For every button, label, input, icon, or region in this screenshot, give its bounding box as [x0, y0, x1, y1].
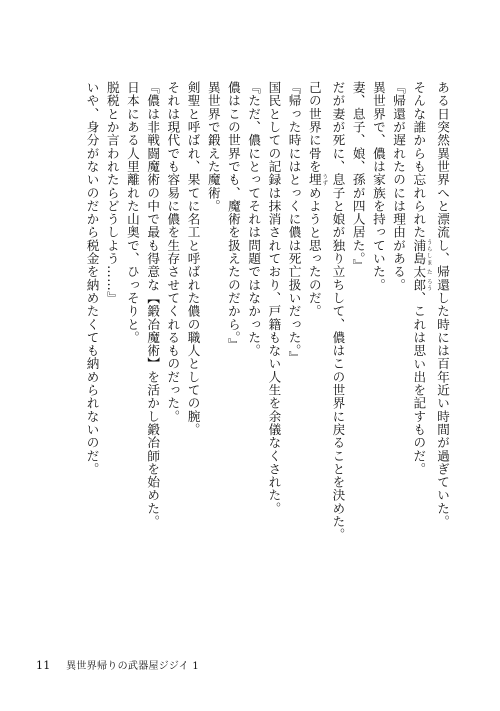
text-segment: 己の世界に骨を: [306, 81, 322, 174]
text-line: [81, 81, 101, 641]
text-line: [432, 81, 452, 641]
text-line: [347, 81, 367, 641]
text-segment: いや、身分がないのだから税金を納めたくても納められないのだ。: [84, 81, 100, 476]
ruby-base: 埋: [306, 173, 322, 187]
ruby-reading: うらしま た ろう: [425, 238, 432, 292]
furigana-ruby: [306, 173, 328, 187]
text-segment: 剣聖と呼ばれ、果てに名工と呼ばれた儂の職人としての腕。: [185, 81, 201, 437]
ruby-reading: うず: [321, 173, 328, 187]
text-line: [142, 81, 162, 641]
text-line: [162, 81, 182, 641]
text-line: [263, 81, 283, 641]
text-line: [243, 81, 263, 641]
text-segment: それは現代でも容易に儂を生存させてくれるものだった。: [165, 81, 181, 423]
text-segment: 、これは思い出を記すものだ。: [411, 291, 427, 476]
text-line: [327, 81, 347, 641]
text-segment: 儂はこの世界でも、魔術を扱えたのだから。』: [225, 81, 241, 351]
vertical-text-body: [32, 81, 452, 641]
text-segment: 異世界で鍛えた魔術。: [205, 81, 221, 213]
book-title: 異世界帰りの武器屋ジジイ 1: [66, 661, 200, 672]
text-line: [203, 81, 223, 641]
text-line: [408, 81, 432, 641]
text-line: [368, 81, 388, 641]
text-segment: ある日突然異世界へと漂流し、帰還した時には百年近い時間が過ぎていた。: [435, 81, 450, 529]
furigana-ruby: [411, 238, 432, 292]
text-segment: 『帰還が遅れたのには理由がある。: [391, 81, 407, 292]
text-line: [182, 81, 202, 641]
text-segment: 異世界で、儂は家族を持っていた。: [370, 81, 386, 292]
text-segment: 脱税とか言われたらどうしよう……』: [104, 81, 120, 305]
text-segment: 国民としての記録は抹消されており、戸籍もない人生を余儀なくされた。: [266, 81, 282, 515]
text-line: [223, 81, 243, 641]
page-number: 11: [36, 659, 51, 672]
text-line: [304, 81, 328, 641]
ruby-base: 浦島太郎: [411, 238, 427, 292]
text-line: [283, 81, 303, 641]
text-line: [102, 81, 122, 641]
page-footer: [36, 657, 199, 672]
text-segment: めようと思ったのだ。: [306, 186, 322, 318]
text-segment: そんな誰からも忘れられた: [411, 81, 427, 239]
text-segment: 妻、息子、娘、孫が四人居た。』: [350, 81, 366, 272]
text-segment: 日本にある人里離れた山奥で、ひっそりと。: [124, 81, 140, 344]
text-line: [388, 81, 408, 641]
text-segment: 『儂は非戦闘魔術の中で最も得意な【鍛冶魔術】を活かし鍛冶師を始めた。: [145, 81, 161, 529]
text-line: [122, 81, 142, 641]
text-segment: 『帰った時にはとっくに儂は死亡扱いだった。』: [286, 81, 302, 364]
text-segment: だが妻が死に、息子と娘が独り立ちして、儂はこの世界に戻ることを決めた。: [330, 81, 346, 542]
text-segment: 『ただ、儂にとってそれは問題ではなかった。: [246, 81, 262, 358]
